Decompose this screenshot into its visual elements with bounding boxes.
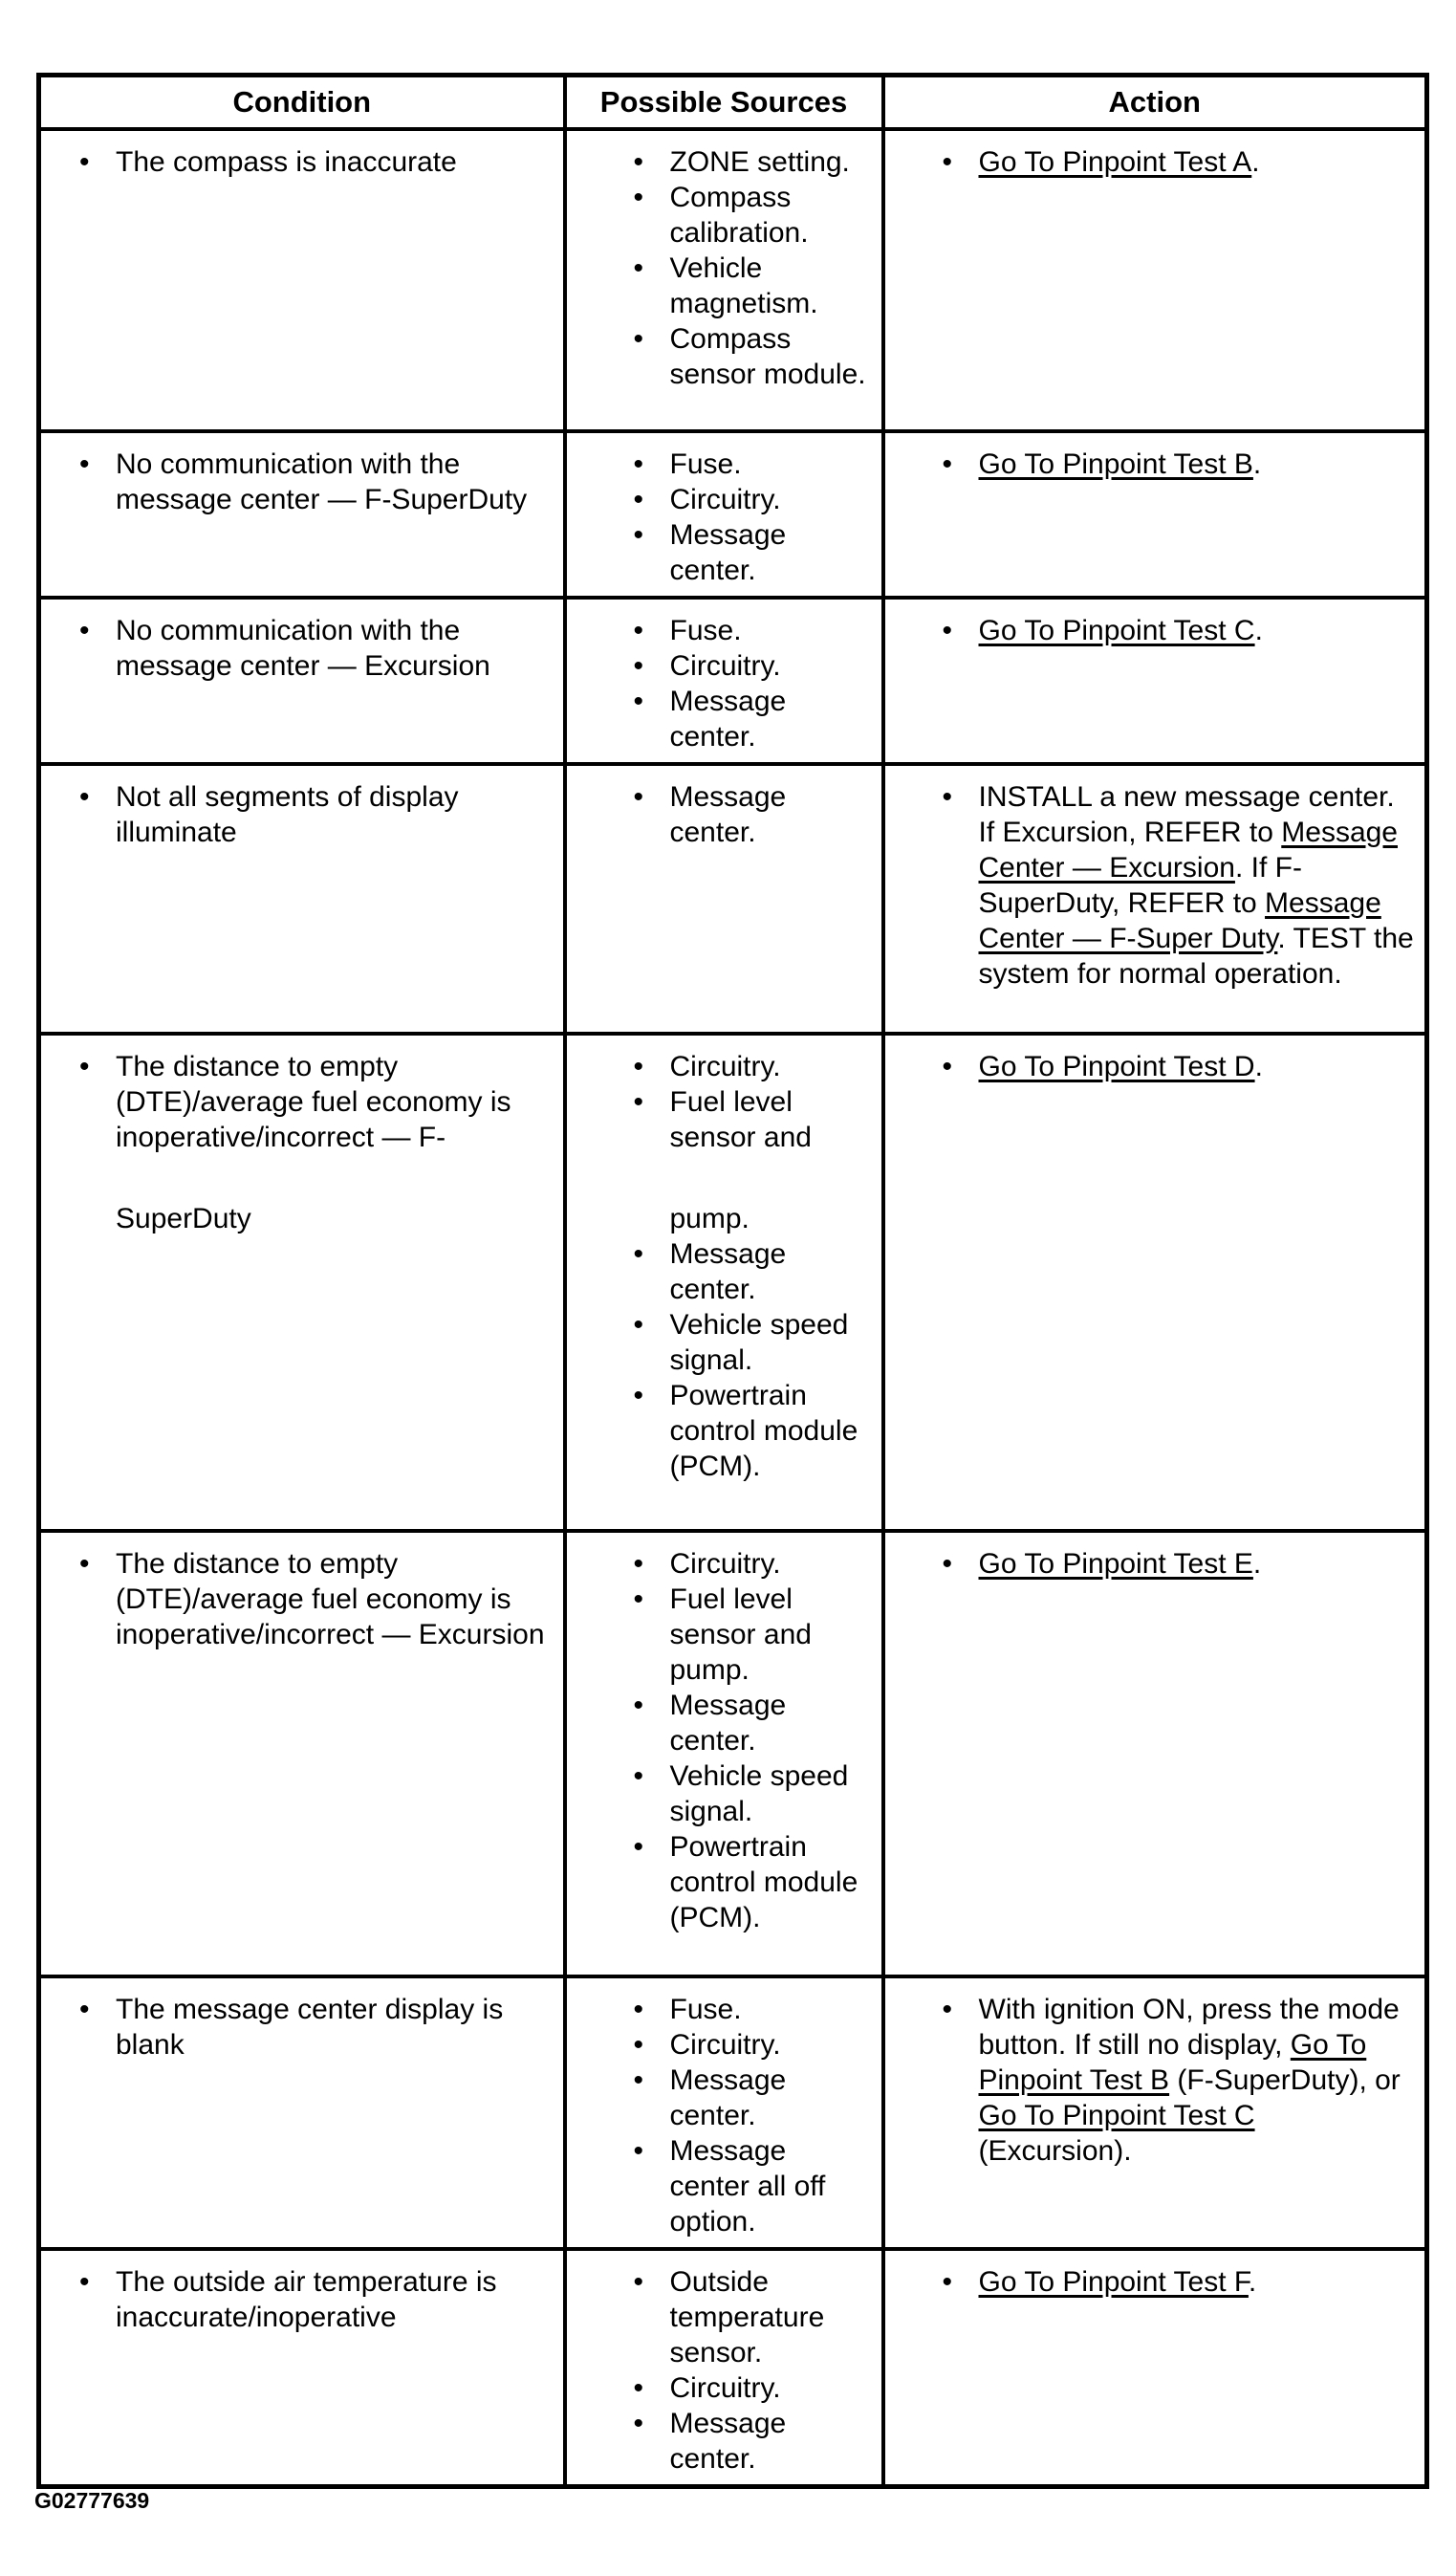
source-item: • Circuitry. (670, 1546, 872, 1582)
source-item: • Circuitry. (670, 1049, 872, 1084)
condition-cell (39, 431, 565, 598)
action-text (979, 447, 1416, 482)
condition-cell (39, 1034, 565, 1531)
header-possible-sources: Possible Sources (565, 76, 883, 130)
condition-text: • The outside air temperature is inaccurate/inoperative (116, 2264, 554, 2335)
condition-cell (39, 764, 565, 1034)
action-pre: INSTALL a new message center. If Excursion, REFER to (978, 781, 1395, 848)
action-text (979, 1049, 1416, 1084)
source-item-part: pump. (669, 1203, 750, 1234)
table-row (39, 2249, 1427, 2487)
action-cell (883, 1531, 1427, 1976)
pinpoint-test-e-link[interactable]: Go To Pinpoint Test E (978, 1548, 1253, 1580)
source-item: • Fuel level sensor and pump. (670, 1582, 872, 1688)
action-pre: With ignition ON, press the mode button. If still no display, (978, 1994, 1400, 2061)
source-item: • Message center. (670, 779, 872, 850)
sources-cell (565, 2249, 883, 2487)
pinpoint-test-f-link[interactable]: Go To Pinpoint Test F (978, 2266, 1249, 2298)
action-post: . (1254, 1051, 1263, 1082)
condition-text: • Not all segments of display illuminate (116, 779, 554, 850)
table-header-row (39, 76, 1427, 130)
condition-cell (39, 1531, 565, 1976)
action-text (979, 2264, 1416, 2300)
source-item: • Vehicle magnetism. (670, 251, 872, 321)
condition-cell (39, 2249, 565, 2487)
action-mid: (F-SuperDuty), or (1169, 2064, 1401, 2096)
condition-cell (39, 1976, 565, 2249)
source-item: • Message center. (670, 2406, 872, 2477)
source-item: • Compass sensor module. (670, 321, 872, 392)
pinpoint-test-a-link[interactable]: Go To Pinpoint Test A (978, 146, 1252, 178)
source-item: • Vehicle speed signal. (670, 1758, 872, 1829)
source-item: • Message center. (670, 2063, 872, 2133)
action-post: (Excursion). (978, 2135, 1132, 2167)
sources-cell (565, 129, 883, 431)
source-item: • Fuse. (670, 1992, 872, 2027)
action-cell (883, 598, 1427, 764)
source-item: • Circuitry. (670, 2370, 872, 2406)
source-item: • Fuse. (670, 447, 872, 482)
sources-cell (565, 1976, 883, 2249)
table-row (39, 1034, 1427, 1531)
source-item: • Circuitry. (670, 648, 872, 684)
condition-text: • The message center display is blank (116, 1992, 554, 2063)
condition-cell (39, 598, 565, 764)
sources-cell (565, 764, 883, 1034)
action-mid: . If F-SuperDuty, REFER to (978, 852, 1302, 919)
sources-cell (565, 1034, 883, 1531)
table-row (39, 1531, 1427, 1976)
diagnosis-table (36, 73, 1429, 2489)
action-text (979, 779, 1416, 992)
condition-cell (39, 129, 565, 431)
action-cell (883, 1034, 1427, 1531)
pinpoint-test-b-link[interactable]: Go To Pinpoint Test B (978, 2029, 1367, 2096)
action-post: . (1254, 615, 1263, 646)
header-action: Action (883, 76, 1427, 130)
source-item: • Powertrain control module (PCM). (670, 1378, 872, 1484)
action-text (979, 613, 1416, 648)
source-item: • Powertrain control module (PCM). (670, 1829, 872, 1935)
condition-text: • No communication with the message center — F-SuperDuty (116, 447, 554, 517)
table-row (39, 764, 1427, 1034)
sources-cell (565, 1531, 883, 1976)
source-item: • Circuitry. (670, 2027, 872, 2063)
source-item: • Vehicle speed signal. (670, 1307, 872, 1378)
condition-text-part: The distance to empty (DTE)/average fuel economy is inoperative/incorrect — F- (116, 1051, 511, 1153)
action-post: . (1248, 2266, 1257, 2298)
condition-text-part: SuperDuty (116, 1203, 251, 1234)
source-item (670, 1084, 872, 1236)
action-cell (883, 431, 1427, 598)
message-center-excursion-link[interactable]: Message Center — Excursion (978, 817, 1398, 884)
action-text (979, 1992, 1416, 2169)
action-post: . (1251, 146, 1260, 178)
pinpoint-test-c-link[interactable]: Go To Pinpoint Test C (978, 2100, 1255, 2131)
table-row (39, 129, 1427, 431)
condition-text: • No communication with the message center — Excursion (116, 613, 554, 684)
table-row (39, 1976, 1427, 2249)
source-item: • Message center all off option. (670, 2133, 872, 2239)
condition-text (116, 1049, 554, 1236)
action-text (979, 144, 1416, 180)
source-item: • Message center. (670, 517, 872, 588)
sources-cell (565, 431, 883, 598)
pinpoint-test-b-link[interactable]: Go To Pinpoint Test B (978, 448, 1253, 480)
action-cell (883, 2249, 1427, 2487)
figure-id: G02777639 (34, 2488, 150, 2513)
source-item: • Circuitry. (670, 482, 872, 517)
source-item: • Message center. (670, 684, 872, 754)
table-row (39, 431, 1427, 598)
action-post: . (1252, 1548, 1262, 1580)
action-cell (883, 764, 1427, 1034)
source-item-part: Fuel level sensor and (669, 1086, 812, 1153)
action-text (979, 1546, 1416, 1582)
source-item: • ZONE setting. (670, 144, 872, 180)
action-cell (883, 1976, 1427, 2249)
action-post: . TEST the system for normal operation. (978, 923, 1414, 990)
source-item: • Message center. (670, 1688, 872, 1758)
header-condition: Condition (39, 76, 565, 130)
table-row (39, 598, 1427, 764)
pinpoint-test-d-link[interactable]: Go To Pinpoint Test D (978, 1051, 1255, 1082)
pinpoint-test-c-link[interactable]: Go To Pinpoint Test C (978, 615, 1255, 646)
source-item: • Outside temperature sensor. (670, 2264, 872, 2370)
source-item: • Fuse. (670, 613, 872, 648)
sources-cell (565, 598, 883, 764)
condition-text: • The distance to empty (DTE)/average fuel economy is inoperative/incorrect — Excursion (116, 1546, 554, 1652)
source-item: • Message center. (670, 1236, 872, 1307)
message-center-f-super-duty-link[interactable]: Message Center — F-Super Duty (978, 887, 1381, 954)
action-cell (883, 129, 1427, 431)
source-item: • Compass calibration. (670, 180, 872, 251)
action-post: . (1252, 448, 1262, 480)
condition-text: • The compass is inaccurate (116, 144, 554, 180)
